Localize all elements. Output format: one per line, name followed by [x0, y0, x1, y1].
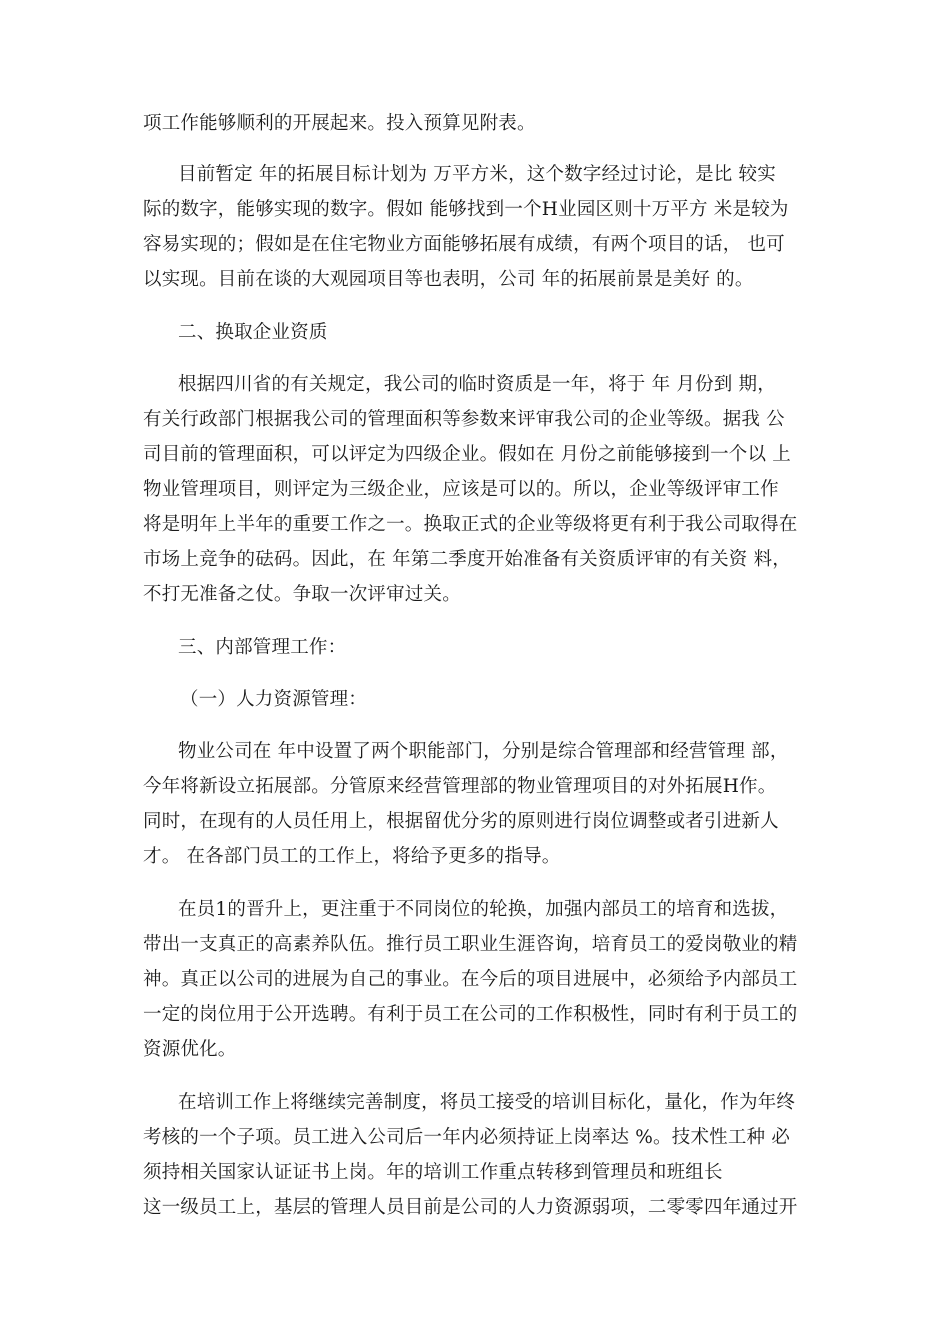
text-line: 物业管理项目，则评定为三级企业，应该是可以的。所以，企业等级评审工作	[143, 479, 779, 500]
text-line: 这一级员工上，基层的管理人员目前是公司的人力资源弱项，二零零四年通过开	[143, 1197, 798, 1218]
text-line: 须持相关国家认证证书上岗。年的培训工作重点转移到管理员和班组长	[143, 1162, 723, 1183]
text-line: 带出一支真正的高素养队伍。推行员工职业生涯咨询，培育员工的爱岗敬业的精	[143, 934, 798, 955]
section-heading: 二、换取企业资质	[178, 322, 328, 343]
text-line: 项工作能够顺利的开展起来。投入预算见附表。	[143, 113, 536, 134]
section-heading: 三、内部管理工作：	[178, 637, 347, 658]
text-line: 将是明年上半年的重要工作之一。换取正式的企业等级将更有利于我公司取得在	[143, 514, 798, 535]
text-line: 考核的一个子项。员工进入公司后一年内必须持证上岗率达 %。技术性工种 必	[143, 1127, 791, 1148]
text-line: 市场上竞争的砝码。因此，在 年第二季度开始准备有关资质评审的有关资 料，	[143, 549, 791, 570]
text-line: 容易实现的；假如是在住宅物业方面能够拓展有成绩，有两个项目的话， 也可	[143, 234, 785, 255]
subsection-heading: （一）人力资源管理：	[180, 689, 368, 710]
text-line: 今年将新设立拓展部。分管原来经营管理部的物业管理项目的对外拓展H作。	[143, 776, 777, 797]
text-line: 一定的岗位用于公开选聘。有利于员工在公司的工作积极性，同时有利于员工的	[143, 1004, 798, 1025]
text-line: 神。真正以公司的进展为自己的事业。在今后的项目进展中，必须给予内部员工	[143, 969, 798, 990]
text-line: 物业公司在 年中设置了两个职能部门，分别是综合管理部和经营管理 部，	[178, 741, 789, 762]
text-line: 在培训工作上将继续完善制度，将员工接受的培训目标化，量化，作为年终	[178, 1092, 796, 1113]
text-line: 在员1的晋升上，更注重于不同岗位的轮换，加强内部员工的培育和选拔，	[178, 899, 789, 920]
text-line: 目前暂定 年的拓展目标计划为 万平方米，这个数字经过讨论，是比 较实	[178, 164, 776, 185]
text-line: 才。 在各部门员工的工作上，将给予更多的指导。	[143, 846, 561, 867]
text-line: 同时，在现有的人员任用上，根据留优分劣的原则进行岗位调整或者引进新人	[143, 811, 779, 832]
text-line: 际的数字，能够实现的数字。假如 能够找到一个H业园区则十万平方 米是较为	[143, 199, 789, 220]
text-line: 资源优化。	[143, 1039, 237, 1060]
text-line: 司目前的管理面积，可以评定为四级企业。假如在 月份之前能够接到一个以 上	[143, 444, 791, 465]
text-line: 以实现。目前在谈的大观园项目等也表明，公司 年的拓展前景是美好 的。	[143, 269, 754, 290]
text-line: 不打无准备之仗。争取一次评审过关。	[143, 584, 461, 605]
text-line: 根据四川省的有关规定，我公司的临时资质是一年，将于 年 月份到 期，	[178, 374, 776, 395]
text-line: 有关行政部门根据我公司的管理面积等参数来评审我公司的企业等级。据我 公	[143, 409, 785, 430]
